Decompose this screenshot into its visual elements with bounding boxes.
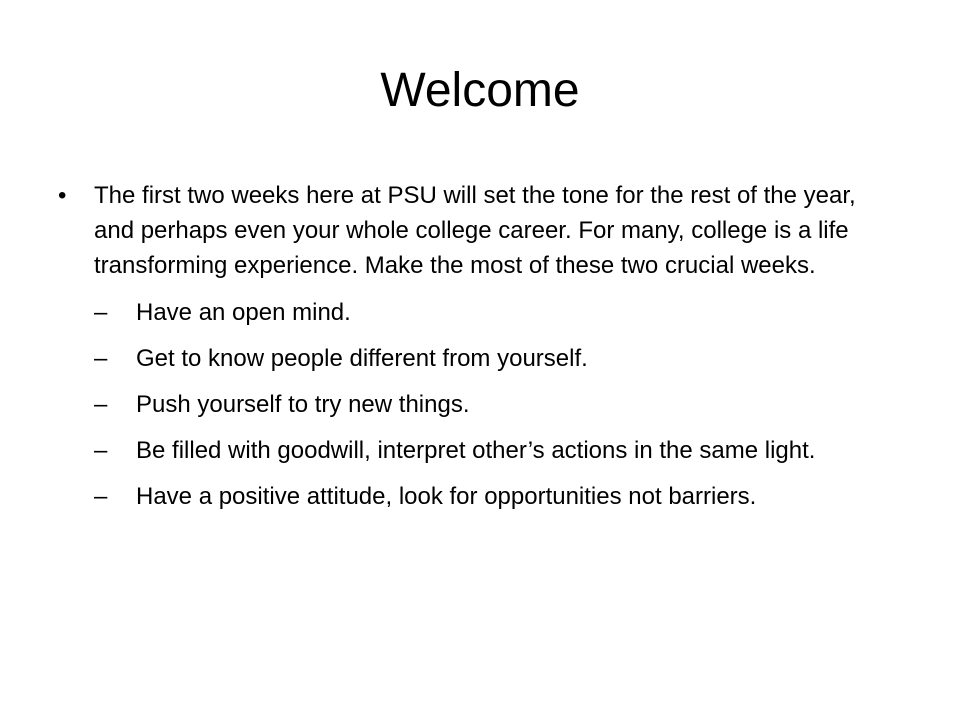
bullet-marker: • xyxy=(58,182,67,209)
sub-bullet-text: Get to know people different from yourself. xyxy=(136,345,588,372)
bullet-item xyxy=(58,178,878,283)
sub-bullet-item xyxy=(58,479,878,514)
bullet-text: The first two weeks here at PSU will set the tone for the rest of the year, and perhaps even your whole college career. For many, college is a life transforming experience. Make the most of these two crucial weeks. xyxy=(94,182,856,279)
sub-bullet-item xyxy=(58,387,878,422)
sub-bullet-text: Be filled with goodwill, interpret other’s actions in the same light. xyxy=(136,437,816,464)
sub-bullet-item xyxy=(58,433,878,468)
dash-marker: – xyxy=(94,391,108,418)
slide-title: Welcome xyxy=(380,64,580,117)
sub-bullet-text: Push yourself to try new things. xyxy=(136,391,470,418)
sub-bullet-text: Have an open mind. xyxy=(136,299,351,326)
slide-body xyxy=(58,178,878,525)
sub-bullet-list xyxy=(58,295,878,514)
dash-marker: – xyxy=(94,437,108,464)
dash-marker: – xyxy=(94,483,108,510)
sub-bullet-text: Have a positive attitude, look for opportunities not barriers. xyxy=(136,483,757,510)
dash-marker: – xyxy=(94,345,108,372)
sub-bullet-item xyxy=(58,341,878,376)
sub-bullet-item xyxy=(58,295,878,330)
dash-marker: – xyxy=(94,299,108,326)
